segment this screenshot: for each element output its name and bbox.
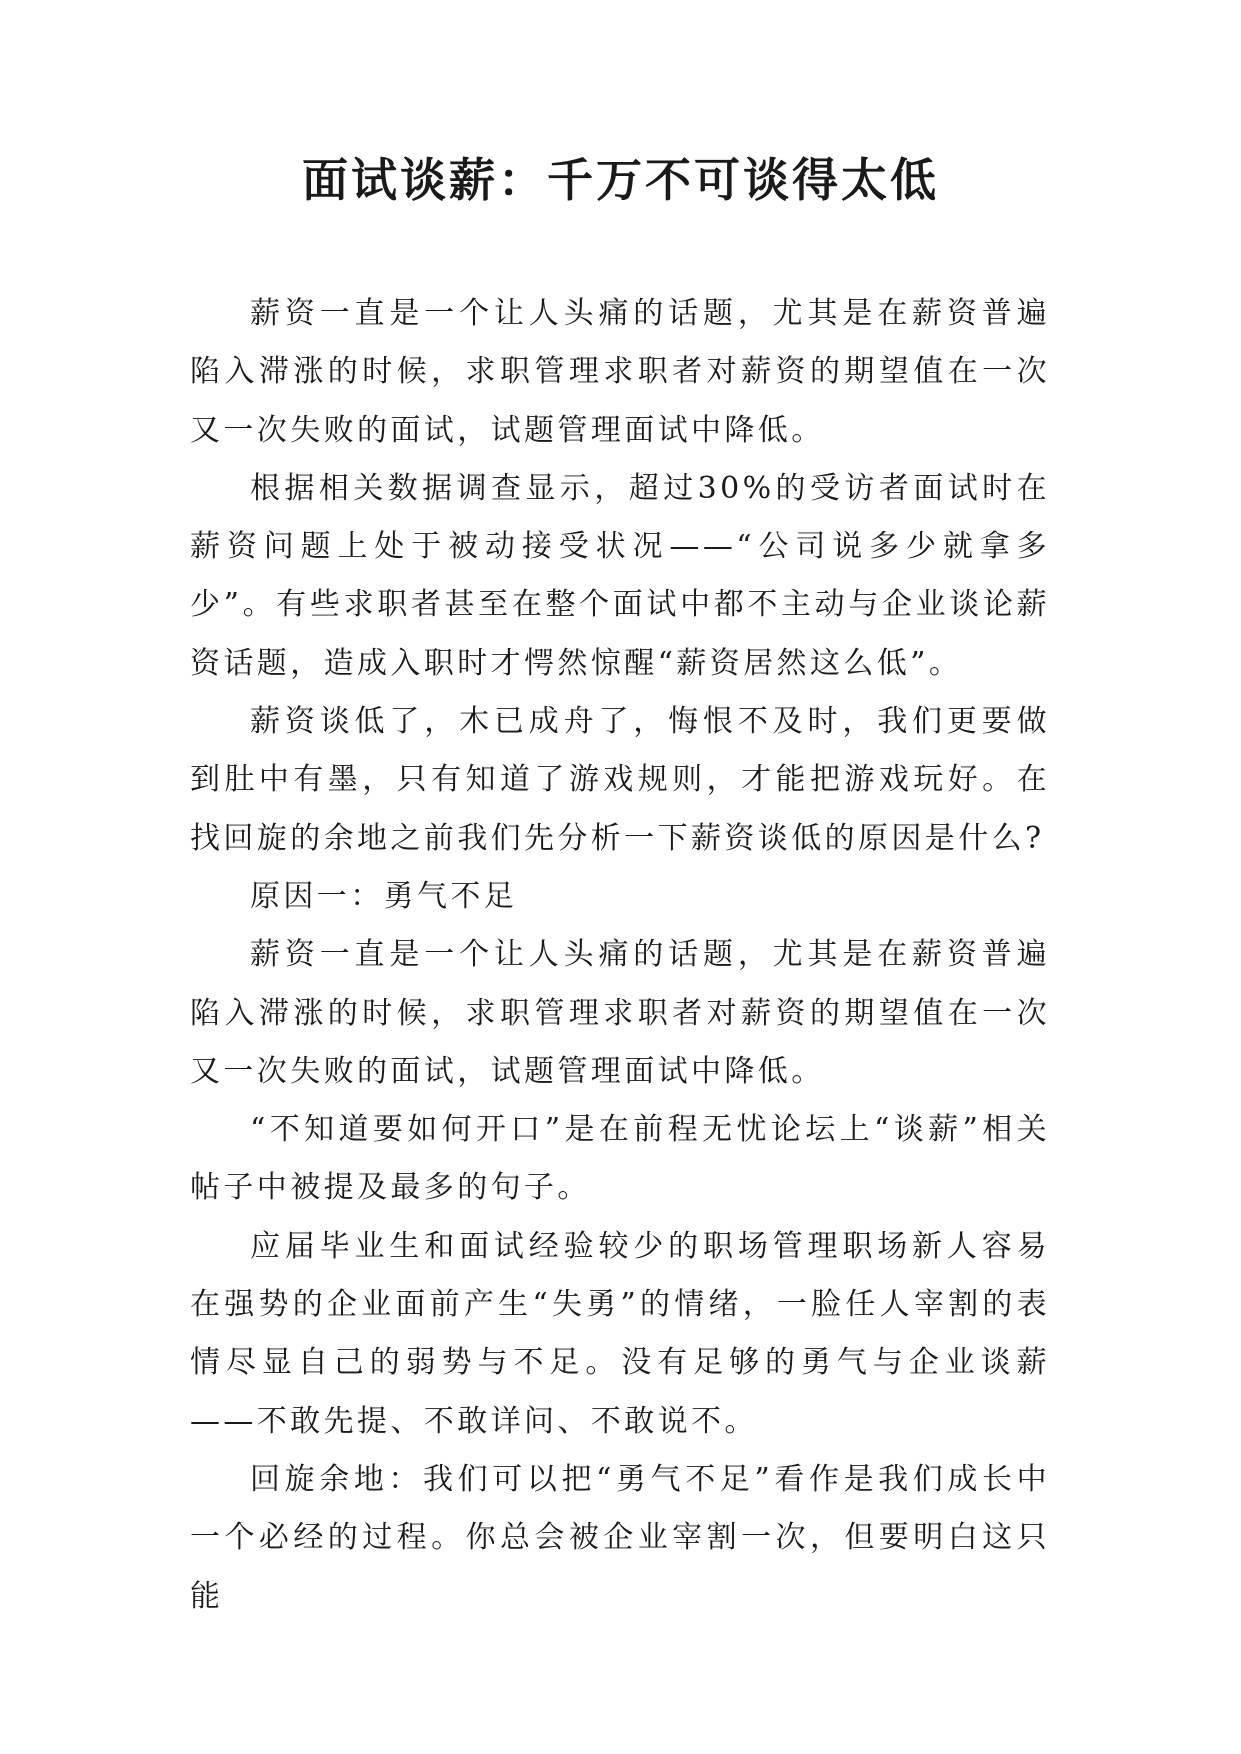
paragraph-intro: 薪资一直是一个让人头痛的话题，尤其是在薪资普遍陷入滞涨的时候，求职管理求职者对薪资的期望值在一次又一次失败的面试，试题管理面试中降低。 [190,296,1050,448]
paragraph-survey: 根据相关数据调查显示，超过30%的受访者面试时在薪资问题上处于被动接受状况——“公司说多少就拿多少”。有些求职者甚至在整个面试中都不主动与企业谈论薪资话题，造成入职时才愕然惊醒“薪资居然这么低”。 [190,470,1050,681]
document-body [190,285,1050,1626]
paragraph-room-to-maneuver: 回旋余地：我们可以把“勇气不足”看作是我们成长中一个必经的过程。你总会被企业宰割一次，但要明白这只能 [190,1461,1050,1614]
paragraph-forum-quote: “不知道要如何开口”是在前程无忧论坛上“谈薪”相关帖子中被提及最多的句子。 [190,1112,1050,1206]
paragraph-rules: 薪资谈低了，木已成舟了，悔恨不及时，我们更要做到肚中有墨，只有知道了游戏规则，才能把游戏玩好。在找回旋的余地之前我们先分析一下薪资谈低的原因是什么? [190,704,1050,856]
section-heading-reason-one: 原因一：勇气不足 [250,878,518,914]
paragraph-repeat: 薪资一直是一个让人头痛的话题，尤其是在薪资普遍陷入滞涨的时候，求职管理求职者对薪资的期望值在一次又一次失败的面试，试题管理面试中降低。 [190,937,1050,1089]
paragraph-new-graduates: 应届毕业生和面试经验较少的职场管理职场新人容易在强势的企业面前产生“失勇”的情绪，一脸任人宰割的表情尽显自己的弱势与不足。没有足够的勇气与企业谈薪——不敢先提、不敢详问、不敢说不。 [190,1228,1050,1439]
document-title: 面试谈薪：千万不可谈得太低 [302,153,939,207]
